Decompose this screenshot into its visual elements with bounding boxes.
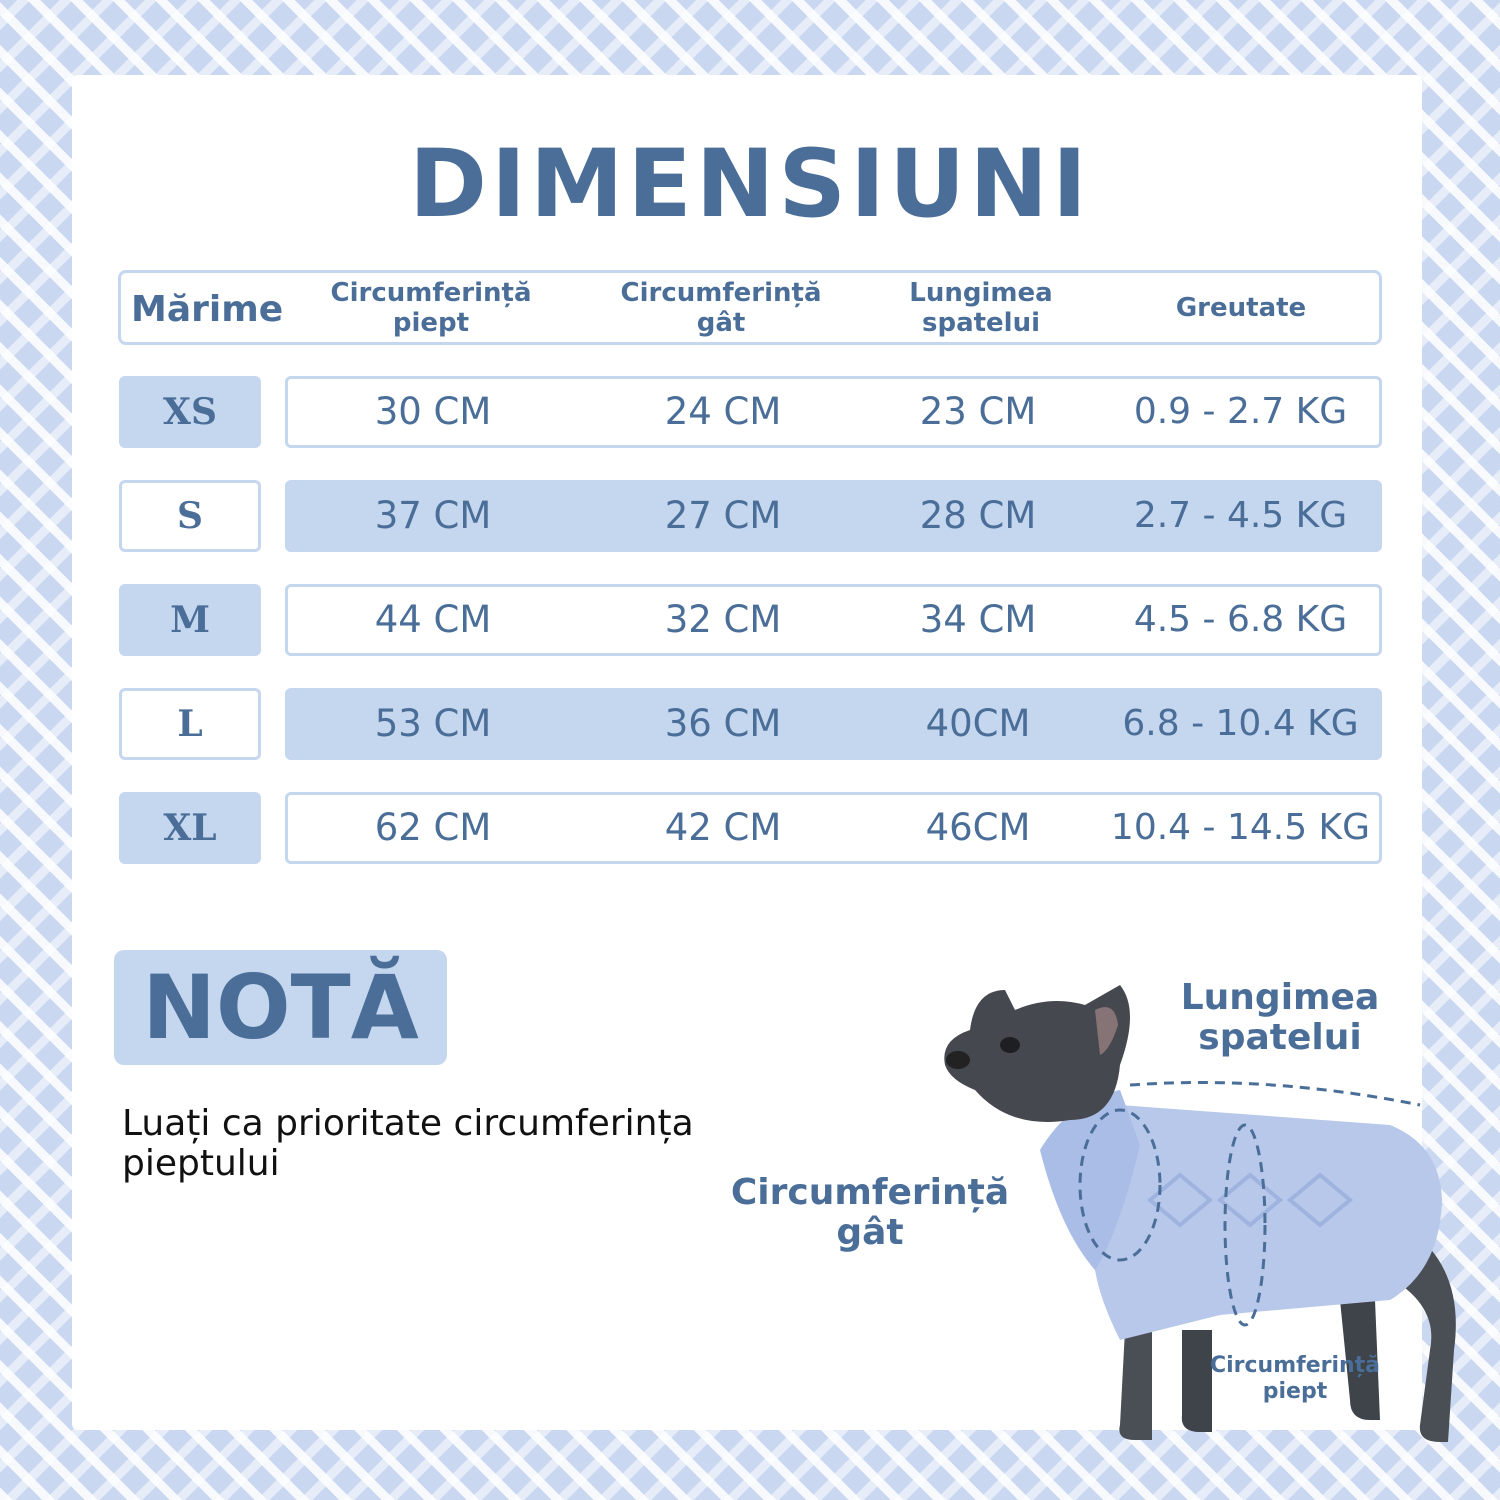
chest-value: 62 CM bbox=[374, 806, 492, 849]
chest-value: 53 CM bbox=[374, 702, 492, 745]
back-value: 46CM bbox=[925, 806, 1031, 849]
chest-label: Circumferință piept bbox=[1209, 1353, 1381, 1404]
header-neck: Circumferință gât bbox=[620, 278, 822, 338]
weight-value: 10.4 - 14.5 KG bbox=[1110, 807, 1371, 848]
dog-nose bbox=[946, 1051, 970, 1069]
back-value: 40CM bbox=[925, 702, 1031, 745]
table-header bbox=[118, 270, 1382, 345]
back-value: 23 CM bbox=[919, 390, 1037, 433]
header-size: Mărime bbox=[131, 289, 284, 330]
dog-front-leg bbox=[1119, 1330, 1152, 1440]
header-chest: Circumferință piept bbox=[330, 278, 532, 338]
back-length-label: Lungimea spatelui bbox=[1180, 977, 1380, 1058]
neck-label: Circumferință gât bbox=[730, 1172, 1010, 1253]
table-row bbox=[285, 688, 1382, 760]
chest-value: 44 CM bbox=[374, 598, 492, 641]
note-heading: NOTĂ bbox=[114, 950, 447, 1065]
weight-value: 0.9 - 2.7 KG bbox=[1133, 391, 1348, 432]
size-label-m: M bbox=[119, 584, 261, 656]
table-row bbox=[285, 480, 1382, 552]
header-weight: Greutate bbox=[1175, 293, 1307, 323]
size-label-xs: XS bbox=[119, 376, 261, 448]
back-length-line bbox=[1130, 1083, 1420, 1106]
weight-value: 4.5 - 6.8 KG bbox=[1133, 599, 1348, 640]
weight-value: 2.7 - 4.5 KG bbox=[1133, 495, 1348, 536]
table-row bbox=[285, 792, 1382, 864]
chest-value: 30 CM bbox=[374, 390, 492, 433]
header-back: Lungimea spatelui bbox=[909, 278, 1053, 338]
weight-value: 6.8 - 10.4 KG bbox=[1122, 703, 1359, 744]
page-title: DIMENSIUNI bbox=[408, 130, 1092, 239]
table-row bbox=[285, 584, 1382, 656]
back-value: 34 CM bbox=[919, 598, 1037, 641]
size-label-s: S bbox=[119, 480, 261, 552]
back-value: 28 CM bbox=[919, 494, 1037, 537]
neck-value: 32 CM bbox=[664, 598, 782, 641]
size-label-xl: XL bbox=[119, 792, 261, 864]
size-label-l: L bbox=[119, 688, 261, 760]
neck-value: 42 CM bbox=[664, 806, 782, 849]
chest-value: 37 CM bbox=[374, 494, 492, 537]
neck-value: 36 CM bbox=[664, 702, 782, 745]
dog-eye bbox=[1000, 1037, 1020, 1053]
neck-value: 27 CM bbox=[664, 494, 782, 537]
note-text: Luați ca prioritate circumferința pieptului bbox=[122, 1103, 694, 1184]
neck-value: 24 CM bbox=[664, 390, 782, 433]
table-row bbox=[285, 376, 1382, 448]
